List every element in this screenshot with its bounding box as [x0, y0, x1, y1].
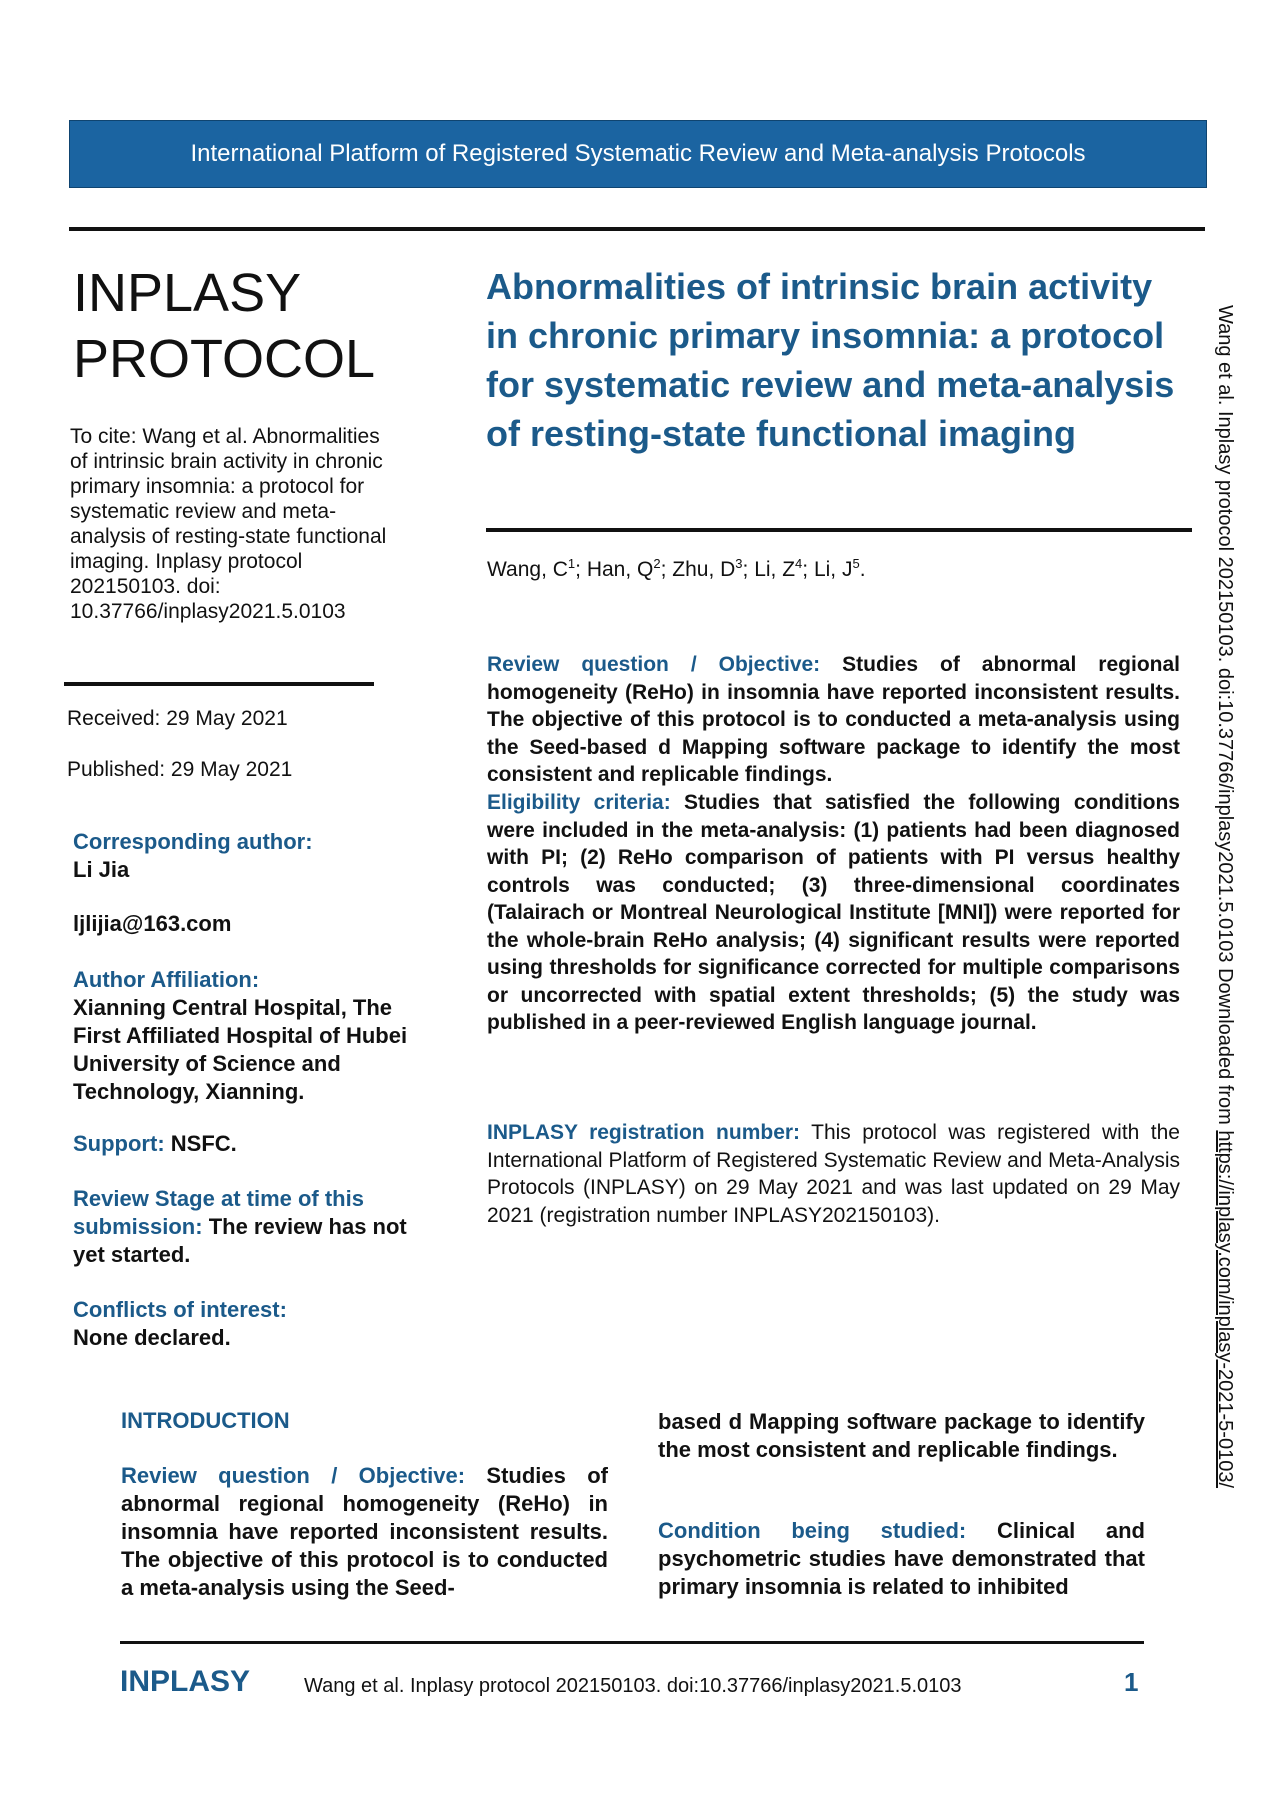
- side-note-text: Wang et al. Inplasy protocol 202150103. doi:10.37766/inplasy2021.5.0103 Downloaded from: [1214, 305, 1236, 1125]
- footer-citation: Wang et al. Inplasy protocol 202150103. doi:10.37766/inplasy2021.5.0103: [304, 1675, 962, 1697]
- author: Li, $J^5$: [813, 556, 860, 581]
- eligibility-text: Studies that satisfied the following conditions were included in the meta-analysis: (1) patients had been diagnosed with PI; (2) ReHo comparison of patients with PI versus healthy controls was conducted; (3) three-dimensional coordinates (Talairach or Montreal Neurological Institute [MNI]) were reported for the whole-brain ReHo analysis; (4) significant results were reported using thresholds for significance corrected for multiple comparisons or uncorrected with spatial extent thresholds; (5) the study was published in a peer-reviewed English language journal.: [487, 791, 1180, 1034]
- brand-title: [73, 260, 375, 392]
- intro-review-text: Studies of abnormal regional homogeneity (ReHo) in insomnia have reported inconsistent results. The objective of this protocol is to conducted a meta-analysis using the Seed-: [121, 1463, 608, 1600]
- affiliation-label: Author Affiliation:: [73, 967, 260, 992]
- footer-brand: INPLASY: [120, 1665, 251, 1698]
- review-objective-label: Review question / Objective:: [487, 653, 821, 676]
- intro-review-label: Review question / Objective:: [121, 1463, 466, 1488]
- intro-column-1: [121, 1462, 608, 1602]
- corresponding-author-label: Corresponding author:: [73, 829, 313, 854]
- brand-line-1: INPLASY: [73, 263, 302, 323]
- eligibility-criteria: [487, 789, 1180, 1037]
- support-label: Support:: [73, 1131, 165, 1156]
- published-date: Published: 29 May 2021: [67, 758, 293, 781]
- registration-text: This protocol was registered with the International Platform of Registered Systematic Review and Meta-Analysis Protocols (INPLASY) on 29 May 2021 and was last updated on 29 May 2021 (registration number INPLASY202150103).: [487, 1121, 1180, 1227]
- author-list: Wang, $C^1$; Han, $Q^2$; Zhu, $D^3$; Li, $Z^4$; Li, $J^5$.: [487, 556, 866, 581]
- review-stage: [73, 1185, 423, 1269]
- received-date: Received: 29 May 2021: [67, 707, 288, 730]
- top-divider: [69, 227, 1205, 231]
- page-number: 1: [1124, 1667, 1139, 1697]
- corresponding-author-email[interactable]: ljlijia@163.com: [73, 911, 232, 936]
- conflicts-text: None declared.: [73, 1325, 231, 1350]
- author: Wang, $C^1$: [487, 556, 576, 581]
- review-objective-text: Studies of abnormal regional homogeneity (ReHo) in insomnia have reported inconsistent results. The objective of this protocol is to conducted a meta-analysis using the Seed-based d Mapping software package to identify the most consistent and replicable findings.: [487, 653, 1180, 786]
- registration-label: INPLASY registration number:: [487, 1121, 801, 1144]
- title-divider: [486, 528, 1192, 532]
- corresponding-author-name: Li Jia: [73, 857, 130, 882]
- footer-divider: [120, 1641, 1144, 1644]
- intro-condition: [658, 1517, 1145, 1601]
- citation-text: To cite: Wang et al. Abnormalities of intrinsic brain activity in chronic primary insomnia: a protocol for systematic review and meta-analysis of resting-state functional imaging. Inplasy protocol 202150103. doi: 10.37766/inplasy2021.5.0103: [70, 425, 387, 623]
- header-banner: International Platform of Registered Systematic Review and Meta-analysis Protocols: [69, 120, 1207, 188]
- review-stage-text: The review has not yet started.: [73, 1214, 407, 1267]
- intro-column-2-continuation: based d Mapping software package to identify the most consistent and replicable findings.: [658, 1409, 1145, 1462]
- affiliation-text: Xianning Central Hospital, The First Affiliated Hospital of Hubei University of Science and Technology, Xianning.: [73, 995, 408, 1104]
- side-download-note: [1213, 305, 1236, 1488]
- condition-text: Clinical and psychometric studies have demonstrated that primary insomnia is related to inhibited: [658, 1518, 1145, 1599]
- author: Zhu, $D^3$: [672, 556, 743, 581]
- review-stage-label: Review Stage at time of this submission:: [73, 1186, 364, 1239]
- support-info: [73, 1130, 423, 1158]
- author: Han, $Q^2$: [586, 556, 661, 581]
- article-title: Abnormalities of intrinsic brain activity in chronic primary insomnia: a protocol for systematic review and meta-analysis of resting-state functional imaging: [486, 266, 1175, 454]
- registration-info: [487, 1119, 1180, 1229]
- introduction-heading: INTRODUCTION: [121, 1408, 290, 1433]
- support-text: NSFC.: [170, 1131, 237, 1156]
- conflicts-label: Conflicts of interest:: [73, 1297, 287, 1322]
- side-note-link[interactable]: https://inplasy.com/inplasy-2021-5-0103/: [1214, 1130, 1236, 1489]
- sidebar-divider: [64, 682, 374, 686]
- author: Li, $Z^4$: [754, 556, 803, 581]
- eligibility-label: Eligibility criteria:: [487, 791, 671, 814]
- brand-line-2: PROTOCOL: [73, 329, 376, 389]
- condition-label: Condition being studied:: [658, 1518, 967, 1543]
- review-objective: [487, 651, 1180, 789]
